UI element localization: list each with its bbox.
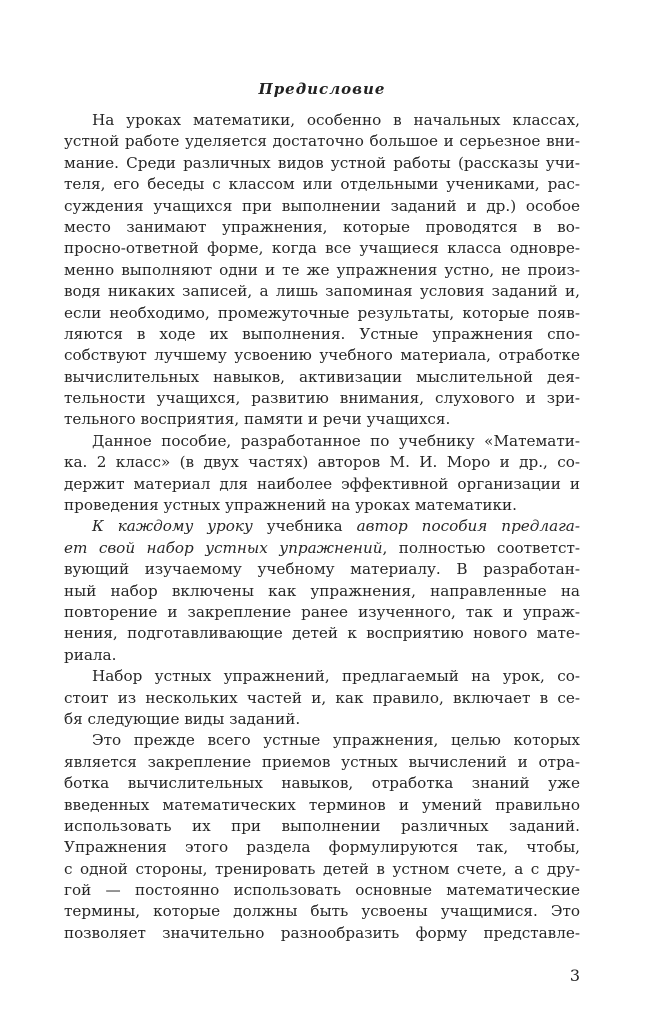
text-segment: суждения учащихся при выполнении заданий и др.) особое — [64, 196, 580, 215]
text-segment: , полностью соответст- — [382, 538, 580, 557]
italic-text-segment: автор пособия предлага- — [356, 517, 580, 536]
text-segment: держит материал для наиболее эффективной организации и — [64, 474, 580, 493]
text-line — [64, 859, 580, 880]
text-segment: теля, его беседы с классом или отдельными учениками, рас- — [64, 175, 580, 194]
text-segment: тельности учащихся, развитию внимания, слухового и зри- — [64, 389, 580, 408]
text-line — [64, 431, 580, 452]
text-line — [64, 303, 580, 324]
text-segment: Данное пособие, разработанное по учебнику «Математи- — [92, 431, 580, 450]
text-segment: с одной стороны, тренировать детей в устном счете, а с дру- — [64, 859, 580, 878]
text-segment: собствуют лучшему усвоению учебного материала, отработке — [64, 346, 580, 365]
text-segment: вычислительных навыков, активизации мыслительной дея- — [64, 367, 580, 386]
text-segment: риала. — [64, 645, 117, 664]
text-line — [64, 217, 580, 238]
text-line — [64, 730, 580, 751]
text-segment: ный набор включены как упражнения, направленные на — [64, 581, 580, 600]
text-line — [64, 666, 580, 687]
text-segment: введенных математических терминов и умений правильно — [64, 795, 580, 814]
text-segment: На уроках математики, особенно в начальных классах, — [92, 111, 580, 129]
text-line — [64, 880, 580, 901]
body-text — [64, 110, 580, 944]
text-line — [64, 516, 580, 537]
text-segment: Это прежде всего устные упражнения, целью которых — [92, 731, 580, 750]
text-segment: повторение и закрепление ранее изученного, так и упраж- — [64, 602, 580, 621]
text-segment: нения, подготавливающие детей к восприятию нового мате- — [64, 624, 580, 643]
text-line — [64, 645, 580, 666]
italic-text-segment: ет свой набор устных упражнений — [64, 538, 383, 557]
text-segment: является закрепление приемов устных вычислений и отра- — [64, 752, 580, 771]
text-line — [64, 923, 580, 944]
text-line — [64, 795, 580, 816]
text-segment: просно-ответной форме, когда все учащиеся класса одновре- — [64, 239, 580, 258]
text-segment: ляются в ходе их выполнения. Устные упражнения спо- — [64, 324, 580, 343]
text-line — [64, 623, 580, 644]
text-segment: мание. Среди различных видов устной работы (рассказы учи- — [64, 153, 580, 172]
text-segment: термины, которые должны быть усвоены учащимися. Это — [64, 902, 580, 921]
section-title: Предисловие — [258, 80, 386, 98]
text-segment: если необходимо, промежуточные результаты, которые появ- — [64, 303, 580, 322]
text-segment: гой — постоянно использовать основные математические — [64, 881, 580, 900]
text-line — [64, 602, 580, 623]
text-line — [64, 131, 580, 152]
text-segment: тельного восприятия, памяти и речи учащихся. — [64, 410, 451, 429]
page-number: 3 — [569, 966, 580, 985]
text-line — [64, 238, 580, 259]
text-segment: Набор устных упражнений, предлагаемый на урок, со- — [92, 667, 580, 686]
text-segment: стоит из нескольких частей и, как правило, включает в се- — [64, 688, 580, 707]
text-line — [64, 409, 580, 430]
italic-text-segment: К каждому уроку — [92, 517, 253, 536]
text-line — [64, 345, 580, 366]
text-segment: вующий изучаемому учебному материалу. В разработан- — [64, 560, 580, 579]
text-segment: ка. 2 класс» (в двух частях) авторов М. И. Моро и др., со- — [64, 453, 580, 472]
text-line — [64, 174, 580, 195]
text-line — [64, 773, 580, 794]
text-line — [64, 581, 580, 602]
text-line — [64, 901, 580, 922]
text-segment: использовать их при выполнении различных заданий. — [64, 816, 580, 835]
text-line — [64, 452, 580, 473]
text-line — [64, 153, 580, 174]
text-line — [64, 709, 580, 730]
text-line — [64, 324, 580, 345]
text-line — [64, 110, 580, 131]
text-segment: ботка вычислительных навыков, отработка знаний уже — [64, 774, 580, 793]
text-line — [64, 495, 580, 516]
text-line — [64, 752, 580, 773]
text-line — [64, 260, 580, 281]
text-line — [64, 281, 580, 302]
text-segment: проведения устных упражнений на уроках математики. — [64, 496, 517, 515]
text-segment: устной работе уделяется достаточно большое и серьезное вни- — [64, 132, 580, 151]
text-segment: учебника — [252, 517, 357, 536]
text-line — [64, 474, 580, 495]
text-line — [64, 367, 580, 388]
text-line — [64, 688, 580, 709]
text-segment: позволяет значительно разнообразить форму представле- — [64, 923, 580, 942]
text-line — [64, 388, 580, 409]
text-line — [64, 196, 580, 217]
text-line — [64, 816, 580, 837]
text-line — [64, 538, 580, 559]
text-segment: менно выполняют одни и те же упражнения устно, не произ- — [64, 260, 580, 279]
text-segment: водя никаких записей, а лишь запоминая условия заданий и, — [64, 282, 580, 301]
text-segment: Упражнения этого раздела формулируются так, чтобы, — [64, 838, 580, 857]
text-segment: бя следующие виды заданий. — [64, 709, 301, 728]
text-line — [64, 837, 580, 858]
text-line — [64, 559, 580, 580]
text-segment: место занимают упражнения, которые проводятся в во- — [64, 217, 580, 236]
